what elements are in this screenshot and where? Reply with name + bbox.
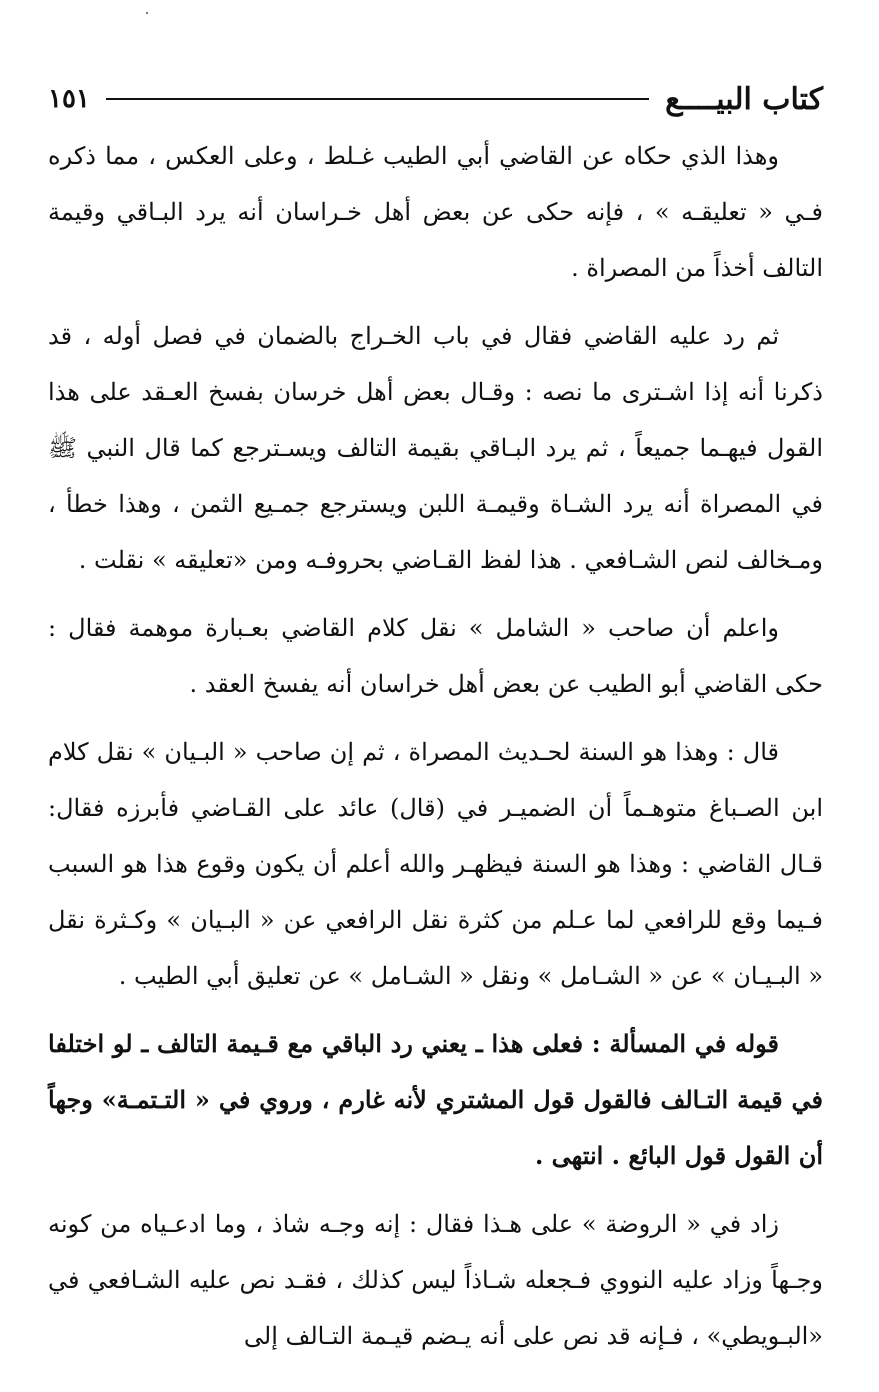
paragraph: زاد في « الروضة » على هـذا فقال : إنه وجـه شاذ ، وما ادعـياه من كونه وجـهاً وزاد عليه النووي فـجعله شـاذاً ليس كذلك ، فقـد نص عليه الشـافعي في «البـويطي» ، فـإنه قد نص على أنه يـضم قيـمة التـالف إلى xyxy=(48,1210,823,1350)
scan-speck xyxy=(146,12,148,14)
running-title: كتاب البيــــع xyxy=(665,81,823,117)
page-header xyxy=(48,70,823,128)
paragraph: واعلم أن صاحب « الشامل » نقل كلام القاضي بعـبارة موهمة فقال : حكى القاضي أبو الطيب عن بعض أهل خراسان أنه يفسخ العقد . xyxy=(48,614,823,698)
paragraph: ثم رد عليه القاضي فقال في باب الخـراج بالضمان في فصل أوله ، قد ذكرنا أنه إذا اشـترى ما نصه : وقـال بعض أهل خرسان بفسخ العـقد على هذا القول فيهـما جميعاً ، ثم يرد البـاقي بقيمة التالف ويسـترجع كما قال النبي ﷺ في المصراة أنه يرد الشـاة وقيمـة اللبن ويسترجع جمـيع الثمن ، وهذا خطأ ، ومـخالف لنص الشـافعي . هذا لفظ القـاضي بحروفـه ومن «تعليقه » نقلت . xyxy=(48,322,823,574)
paragraph: وهذا الذي حكاه عن القاضي أبي الطيب غـلط ، وعلى العكس ، مما ذكره فـي « تعليقـه » ، فإنه حكى عن بعض أهل خـراسان أنه يرد البـاقي وقيمة التالف أخذاً من المصراة . xyxy=(48,142,823,282)
page-number: ١٥١ xyxy=(48,84,90,114)
body-text xyxy=(48,128,823,1364)
book-page xyxy=(48,70,823,1376)
bold-paragraph: قوله في المسألة : فعلى هذا ـ يعني رد الباقي مع قـيمة التالف ـ لو اختلفا في قيمة التـالف فالقول قول المشتري لأنه غارم ، وروي في « التـتمـة» وجهاً أن القول قول البائع . انتهى . xyxy=(48,1029,823,1170)
paragraph: قال : وهذا هو السنة لحـديث المصراة ، ثم إن صاحب « البـيان » نقل كلام ابن الصـباغ متوهـماً أن الضميـر في (قال) عائد على القـاضي فأبرزه فقال: قـال القاضي : وهذا هو السنة فيظهـر والله أعلم أن يكون وقوع هذا هو السبب فـيما وقع للرافعي لما عـلم من كثرة نقل الرافعي عن « البـيان » وكـثرة نقل « البـيـان » عن « الشـامل » ونقل « الشـامل » عن تعليق أبي الطيب . xyxy=(48,738,823,990)
header-rule xyxy=(106,98,649,100)
